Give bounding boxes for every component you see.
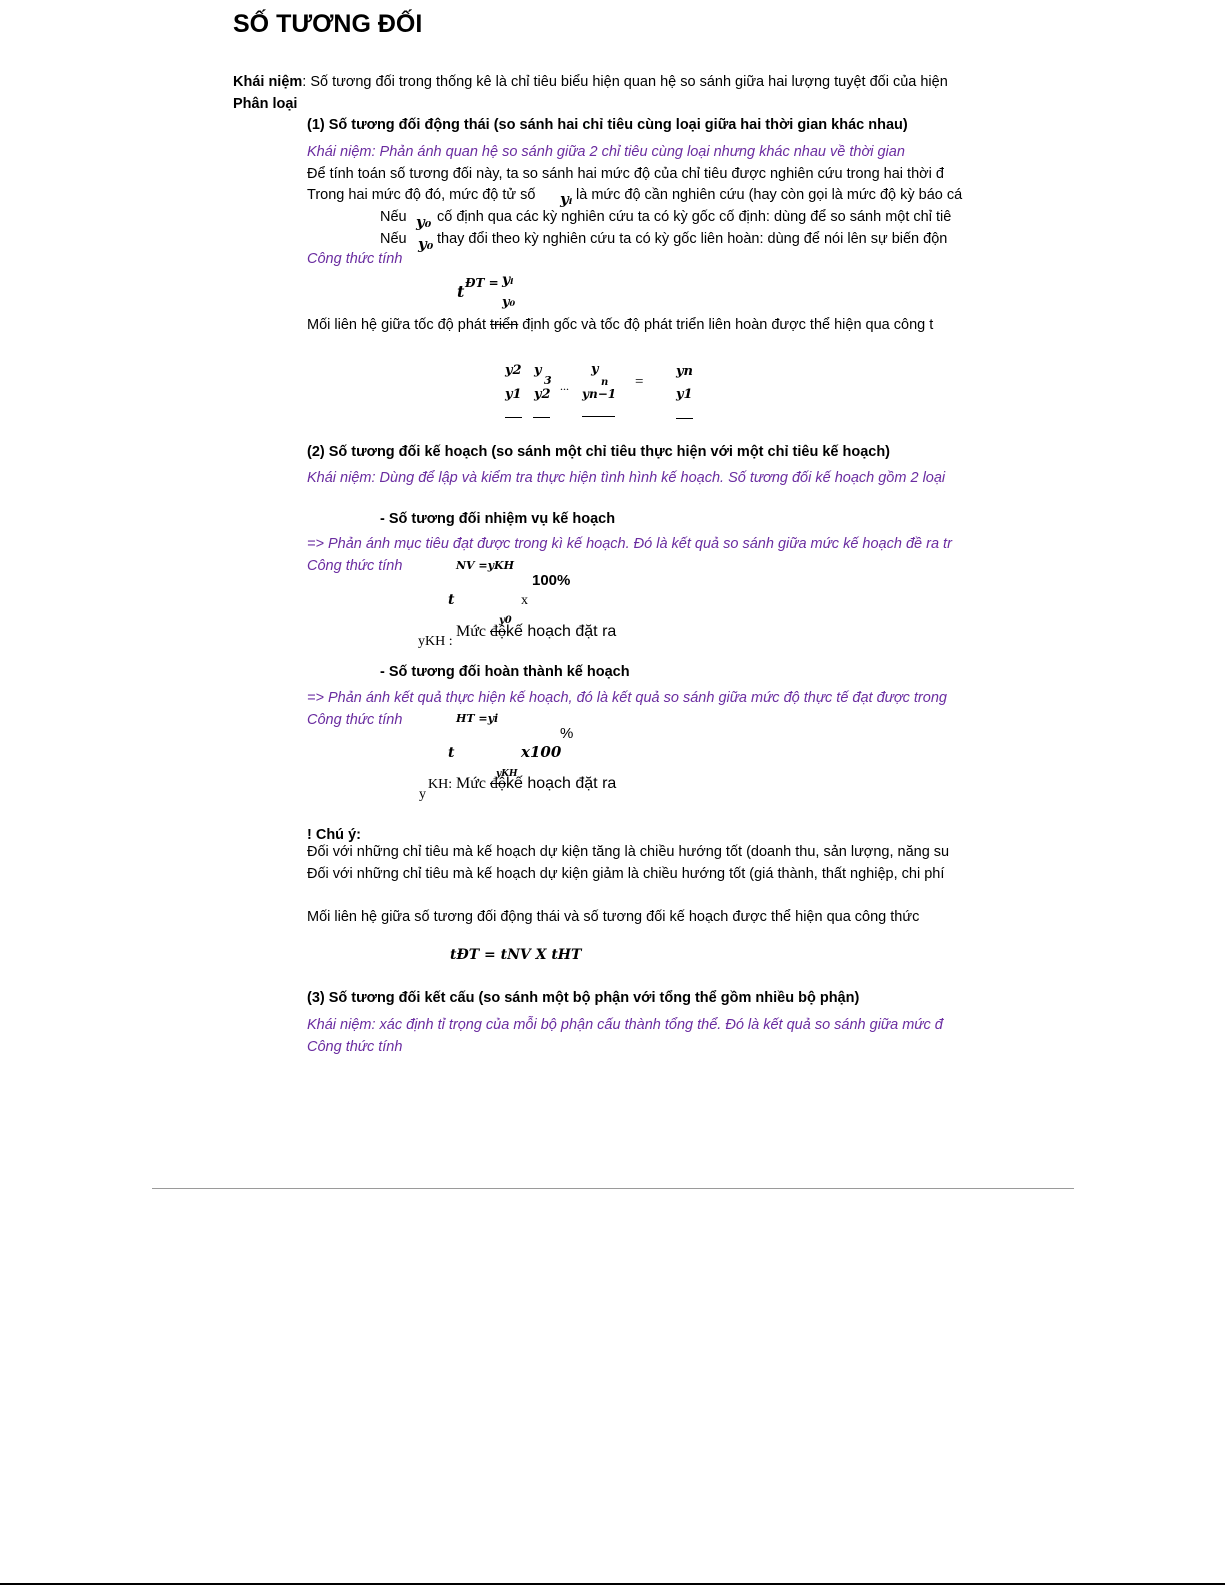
s2-formula-label-2: Công thức tính — [307, 712, 403, 728]
s1-f-y0: y₀ — [502, 295, 516, 310]
ykh-desc-a: Mức — [456, 623, 486, 640]
s1-f-yi: yᵢ — [502, 272, 514, 288]
chain-bar-1 — [505, 417, 522, 418]
note-relation: Mối liên hệ giữa số tương đối động thái và số tương đối kế hoạch được thể hiện qua công thức — [307, 909, 920, 925]
intro-concept — [233, 73, 975, 91]
chain-num-y2: y2 — [505, 363, 522, 378]
s1-case1-text: cố định qua các kỳ nghiên cứu ta có kỳ gốc cố định: dùng để so sánh một chỉ tiê — [437, 209, 952, 225]
note-label: ! Chú ý: — [307, 827, 361, 843]
s1-line1: Để tính toán số tương đối này, ta so sánh hai mức độ của chỉ tiêu được nghiên cứu trong hai thời đ — [307, 166, 944, 182]
s1-case1-label: Nếu — [380, 209, 407, 225]
ykh-desc — [456, 623, 616, 641]
ykh2-desc-a: Mức — [456, 775, 486, 792]
s1-relation-a: Mối liên hệ giữa tốc độ phát — [307, 317, 486, 333]
s1-line2b: là mức độ cần nghiên cứu (hay còn gọi là mức độ kỳ báo cá — [576, 187, 963, 203]
s2-sub1: - Số tương đối nhiệm vụ kế hoạch — [380, 511, 616, 527]
s2-formula-label: Công thức tính — [307, 558, 403, 574]
s1-math-yi-1: yᵢ — [560, 190, 573, 208]
intro-concept-label: Khái niệm — [233, 74, 303, 90]
note-formula: tĐT = tNV X tHT — [450, 947, 582, 963]
s1-formula-label: Công thức tính — [307, 251, 403, 267]
ht-pct: % — [560, 725, 574, 742]
s1-case2-text: thay đổi theo kỳ nghiên cứu ta có kỳ gốc liên hoàn: dùng để nói lên sự biến độn — [437, 231, 948, 247]
s2-concept: Khái niệm: Dùng để lập và kiểm tra thực hiện tình hình kế hoạch. Số tương đối kế hoạch gồm 2 loại — [307, 470, 946, 486]
chain-num-n: n — [601, 377, 609, 388]
nv-100: 100% — [532, 572, 571, 589]
s1-relation-b: định gốc và tốc độ phát triển liên hoàn được thể hiện qua công t — [522, 317, 934, 333]
chain-dots: ... — [560, 379, 569, 393]
nv-eq: NV =yKH — [456, 559, 514, 572]
intro-concept-text: : Số tương đối trong thống kê là chỉ tiêu biểu hiện quan hệ so sánh giữa hai lượng tuyệt đối của hiện — [302, 74, 948, 90]
nv-t: t — [448, 592, 455, 608]
ht-ykh: yKH — [496, 769, 518, 779]
s1-math-y0-2: y₀ — [418, 235, 434, 253]
chain-den-y1: y1 — [505, 387, 522, 402]
classify-label: Phân loại — [233, 96, 298, 112]
ht-t: t — [448, 745, 455, 761]
ykh-desc-strike: độ — [490, 623, 506, 640]
s2-sub1-desc: => Phản ánh mục tiêu đạt được trong kì kế hoạch. Đó là kết quả so sánh giữa mức kế hoạch đề ra tr — [307, 536, 952, 552]
ht-x100: x100 — [521, 743, 562, 761]
s1-f-dt: ĐT = — [465, 276, 499, 290]
note-line2: Đối với những chỉ tiêu mà kế hoạch dự kiện giảm là chiều hướng tốt (giá thành, thất nghiệp, chi phí — [307, 866, 945, 882]
ykh2-label: KH: — [428, 777, 453, 792]
nv-x: x — [521, 593, 528, 608]
chain-rhs-y1: y1 — [676, 387, 693, 402]
ykh2-y: y — [419, 787, 426, 802]
s3-concept: Khái niệm: xác định tỉ trọng của mỗi bộ phận cấu thành tổng thể. Đó là kết quả so sánh giữa mức đ — [307, 1017, 943, 1033]
s1-math-y0-1: y₀ — [416, 213, 432, 231]
chain-den-yn1: yn−1 — [582, 387, 617, 401]
ykh-label: yKH : — [418, 634, 453, 649]
s1-line2a: Trong hai mức độ đó, mức độ tử số — [307, 187, 536, 203]
ykh-desc-b: kế hoạch đặt ra — [506, 623, 617, 640]
chain-eq: = — [635, 374, 644, 390]
chain-den-y2: y2 — [534, 387, 551, 402]
s1-case2-label: Nếu — [380, 231, 407, 247]
s1-concept: Khái niệm: Phản ánh quan hệ so sánh giữa 2 chỉ tiêu cùng loại nhưng khác nhau về thời gian — [307, 144, 905, 160]
nv-y0: y0 — [499, 615, 512, 626]
ht-eq: HT =yi — [456, 712, 499, 725]
s2-sub2-desc: => Phản ánh kết quả thực hiện kế hoạch, đó là kết quả so sánh giữa mức độ thực tế đạt được trong — [307, 690, 947, 706]
s1-heading: (1) Số tương đối động thái (so sánh hai chỉ tiêu cùng loại giữa hai thời gian khác nhau) — [307, 117, 908, 133]
chain-bar-4 — [676, 418, 693, 419]
chain-rhs-yn: yn — [676, 364, 694, 379]
chain-num-y3: y — [534, 363, 542, 378]
s1-f-t: t — [457, 282, 465, 301]
s2-sub2: - Số tương đối hoàn thành kế hoạch — [380, 664, 630, 680]
chain-bar-2 — [533, 417, 550, 418]
note-line1: Đối với những chỉ tiêu mà kế hoạch dự kiện tăng là chiều hướng tốt (doanh thu, sản lượng, năng su — [307, 844, 950, 860]
s1-relation — [307, 316, 975, 334]
chain-num-yn: y — [591, 362, 599, 377]
page-title: SỐ TƯƠNG ĐỐI — [233, 10, 423, 38]
ykh2-desc-b: kế hoạch đặt ra — [506, 775, 617, 792]
ykh2-desc-strike: độ — [490, 775, 506, 792]
s2-heading: (2) Số tương đối kế hoạch (so sánh một chỉ tiêu thực hiện với một chỉ tiêu kế hoạch) — [307, 444, 891, 460]
s3-heading: (3) Số tương đối kết cấu (so sánh một bộ phận với tổng thể gồm nhiều bộ phận) — [307, 990, 860, 1006]
s3-formula-label: Công thức tính — [307, 1039, 403, 1055]
chain-num-3: 3 — [544, 374, 552, 387]
ykh2-desc — [456, 775, 616, 793]
s1-relation-strike: triển — [490, 317, 519, 333]
chain-bar-3 — [582, 416, 615, 417]
page-divider — [152, 1188, 1074, 1189]
